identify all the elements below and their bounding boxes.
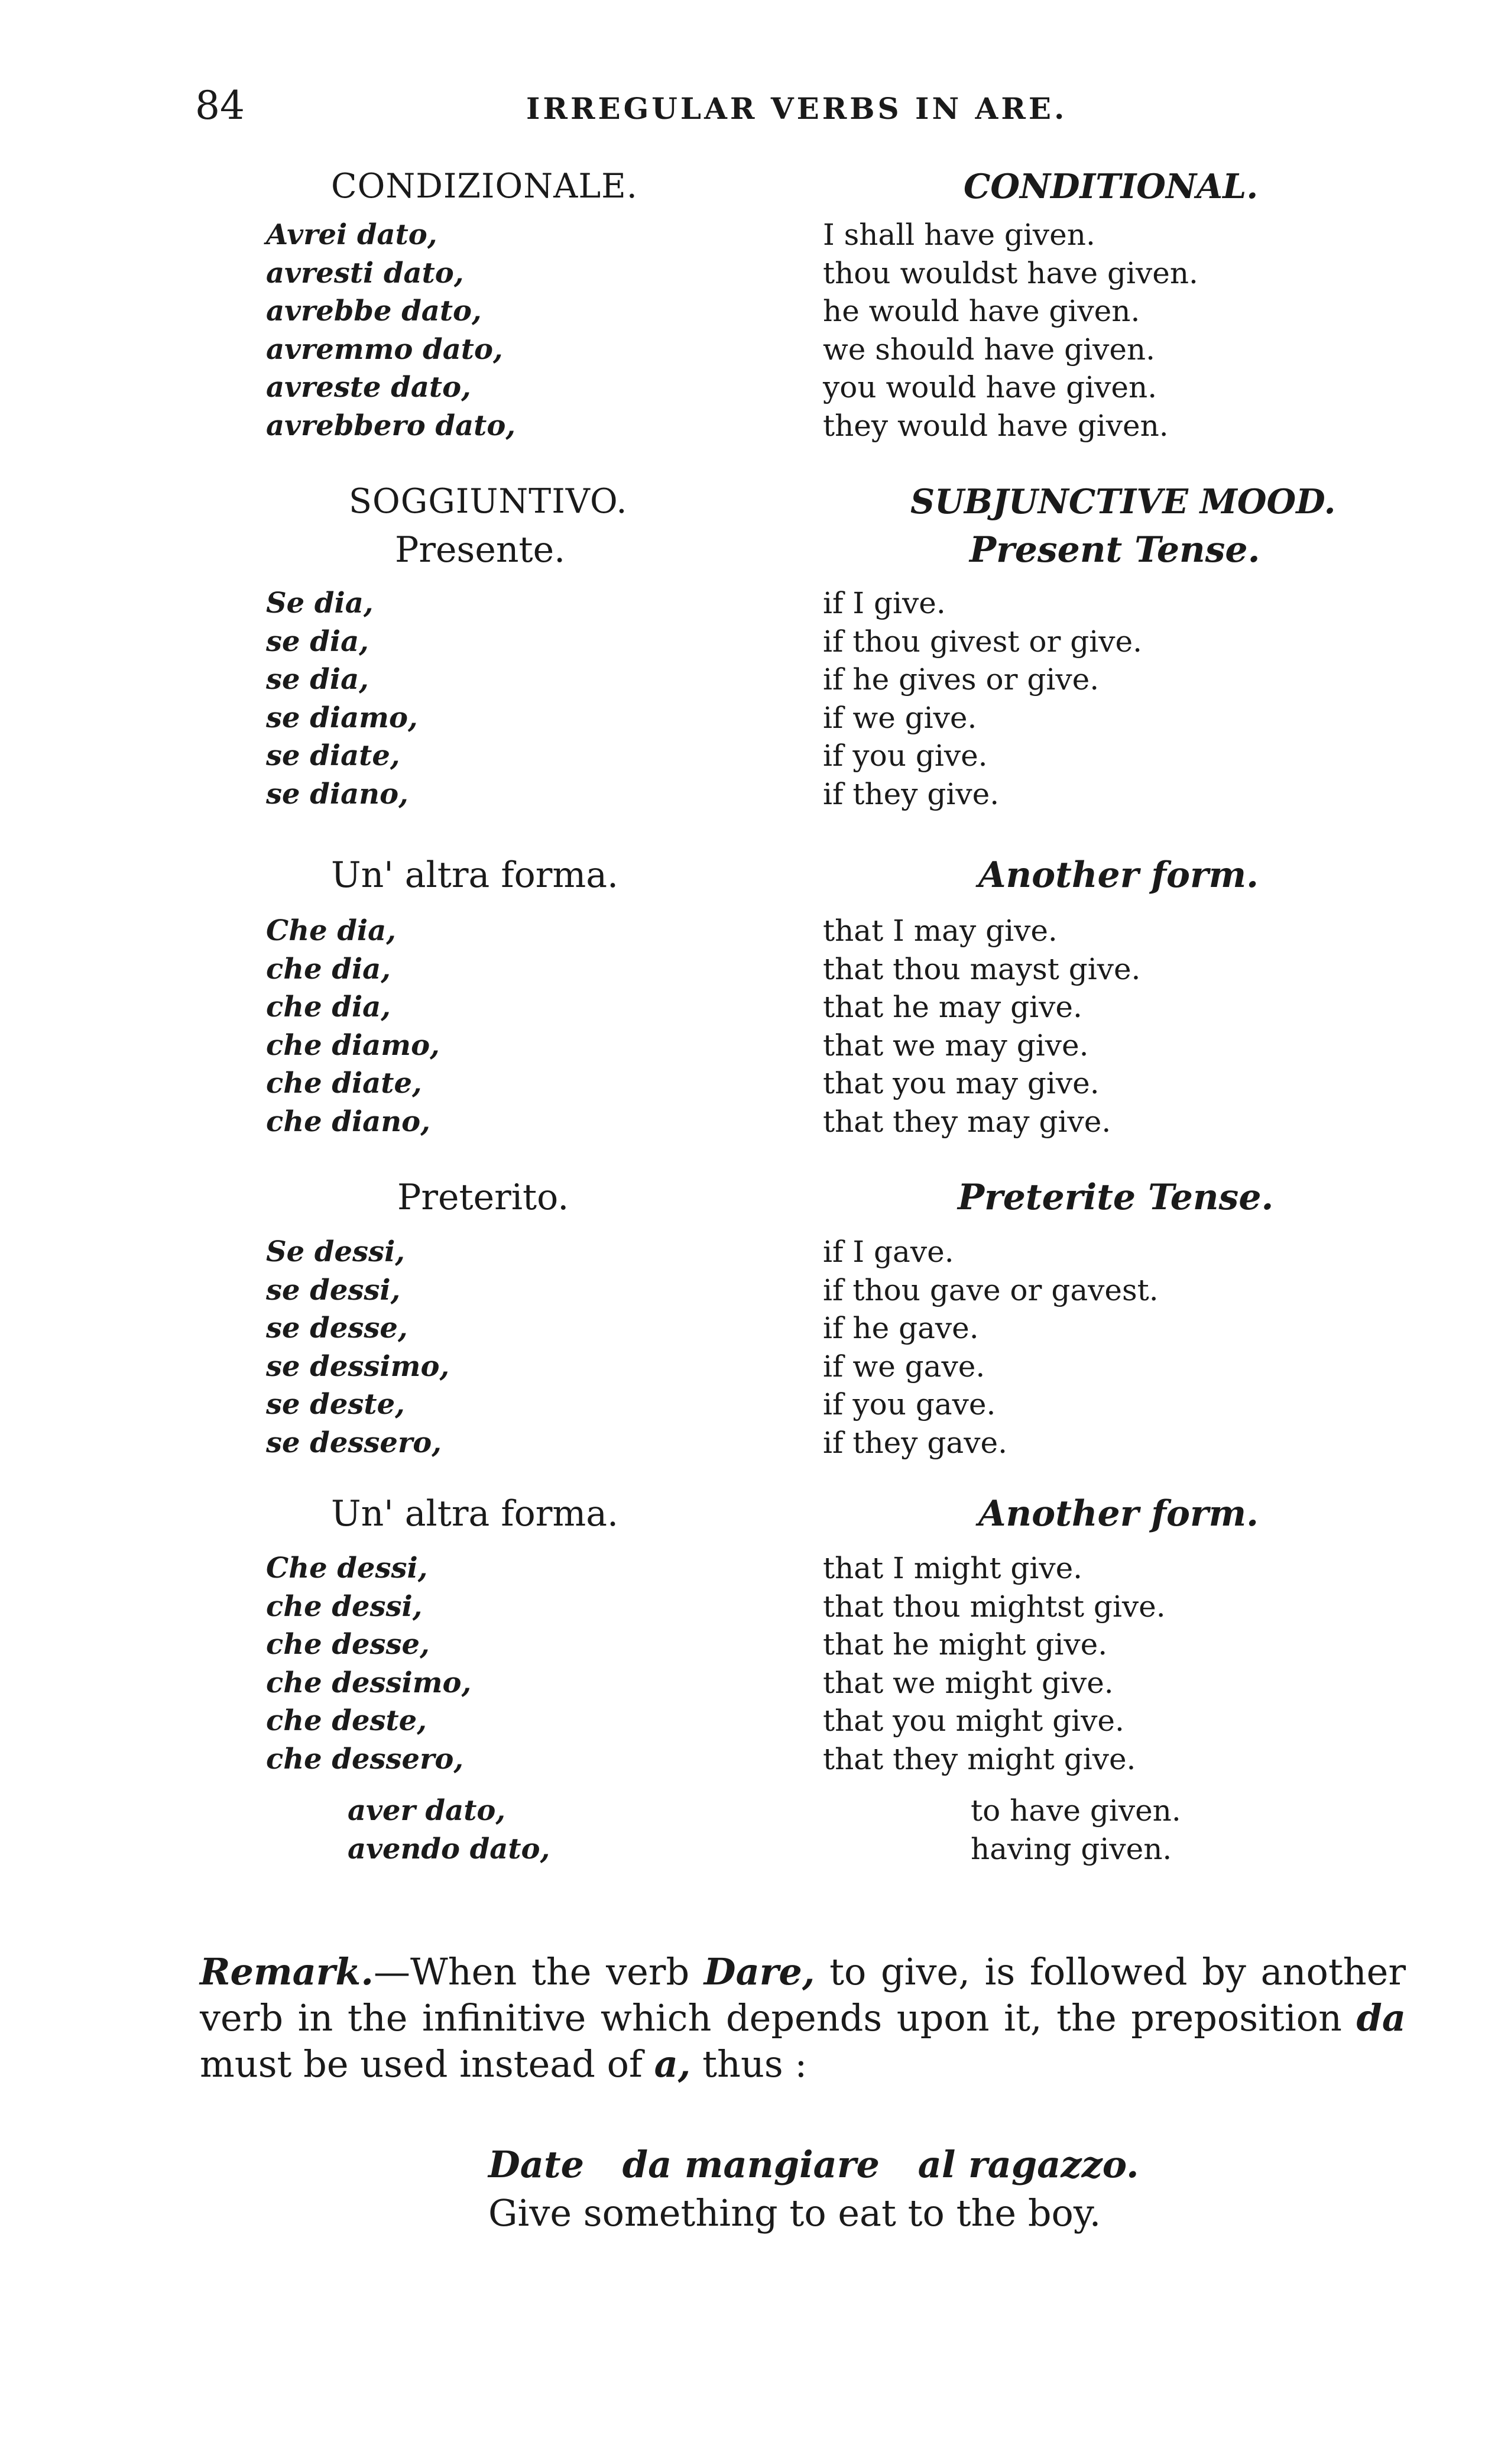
tense-subtitle-right: Present Tense. <box>970 529 1260 571</box>
english-translation: if thou gave or gavest. <box>823 1273 1159 1307</box>
italian-form: se diate, <box>266 739 400 772</box>
english-translation: that you may give. <box>823 1066 1100 1100</box>
english-translations <box>823 584 1142 813</box>
italian-form: aver dato, <box>348 1794 506 1827</box>
english-translation: if you give. <box>823 739 988 773</box>
italian-form: avrebbero dato, <box>266 409 516 442</box>
section-title-left: SOGGIUNTIVO. <box>349 482 628 521</box>
remark-term: da <box>1356 1996 1406 2039</box>
english-translation: if they gave. <box>823 1425 1007 1460</box>
italian-form: Se dessi, <box>266 1235 406 1268</box>
english-translation: if we give. <box>823 700 977 735</box>
italian-form: che dia, <box>266 990 391 1024</box>
english-translation: that he may give. <box>823 990 1082 1024</box>
section-title-right: CONDITIONAL. <box>964 167 1259 206</box>
italian-form: se dessero, <box>266 1426 442 1459</box>
english-translation: that they might give. <box>823 1741 1136 1776</box>
english-translation: having given. <box>971 1831 1172 1866</box>
english-translation: if he gives or give. <box>823 662 1100 697</box>
english-infinitive-forms <box>971 1792 1181 1868</box>
italian-form: se diamo, <box>266 701 418 734</box>
italian-form: che dessero, <box>266 1742 464 1776</box>
italian-forms <box>266 1549 471 1778</box>
italian-form: se dessi, <box>266 1273 401 1307</box>
english-translation: if I gave. <box>823 1235 954 1269</box>
english-translation: thou wouldst have given. <box>823 255 1198 290</box>
italian-form: che dessimo, <box>266 1666 472 1699</box>
italian-form: avremmo dato, <box>266 332 503 366</box>
section-title-left: Un' altra forma. <box>331 854 619 896</box>
page-number: 84 <box>195 83 245 128</box>
italian-forms <box>266 216 515 445</box>
italian-form: avrebbe dato, <box>266 294 482 328</box>
italian-form: che dia, <box>266 952 391 986</box>
english-translation: that they may give. <box>823 1104 1111 1139</box>
italian-form: Che dessi, <box>266 1552 428 1585</box>
italian-form: che desse, <box>266 1628 430 1661</box>
english-translation: you would have given. <box>823 370 1157 404</box>
italian-form: avendo dato, <box>348 1832 550 1866</box>
remark-term: a, <box>654 2042 691 2086</box>
english-translation: they would have given. <box>823 408 1169 443</box>
remark-text: to give, is followed by another verb in the infinitive which depends upon it, the preposition <box>200 1950 1406 2039</box>
remark-text: thus : <box>690 2042 808 2086</box>
tense-subtitle-left: Presente. <box>395 529 566 571</box>
english-translation: that we may give. <box>823 1028 1089 1063</box>
italian-form: Che dia, <box>266 914 396 947</box>
example-english: Give something to eat to the boy. <box>488 2191 1101 2235</box>
english-translation: that thou mightst give. <box>823 1589 1166 1624</box>
english-translation: that he might give. <box>823 1627 1108 1662</box>
italian-forms <box>266 584 418 813</box>
remark-paragraph <box>200 1949 1406 2087</box>
english-translations <box>823 1233 1159 1462</box>
english-translations <box>823 216 1198 445</box>
italian-form: se deste, <box>266 1388 405 1421</box>
italian-form: se desse, <box>266 1312 408 1345</box>
remark-text: must be used instead of <box>200 2042 654 2086</box>
english-translation: that you might give. <box>823 1704 1124 1738</box>
english-translation: that I may give. <box>823 914 1058 948</box>
italian-form: se dessimo, <box>266 1349 450 1383</box>
section-title-right: Another form. <box>978 1493 1259 1534</box>
english-translation: that thou mayst give. <box>823 951 1141 986</box>
italian-form: se dia, <box>266 624 369 658</box>
italian-forms <box>266 912 440 1141</box>
running-title: IRREGULAR VERBS IN ARE. <box>526 91 1068 126</box>
italian-form: se diano, <box>266 777 408 811</box>
italian-form: che dessi, <box>266 1589 423 1623</box>
section-title-left: Preterito. <box>397 1177 569 1218</box>
italian-form: che diate, <box>266 1067 422 1100</box>
italian-form: avreste dato, <box>266 371 471 404</box>
section-title-right: Another form. <box>978 854 1259 896</box>
english-translation: if you gave. <box>823 1387 996 1422</box>
italian-form: che diamo, <box>266 1028 440 1062</box>
english-translation: that we might give. <box>823 1665 1114 1700</box>
italian-form: avresti dato, <box>266 256 464 290</box>
italian-form: che diano, <box>266 1105 430 1138</box>
english-translations <box>823 912 1140 1141</box>
english-translation: that I might give. <box>823 1551 1083 1585</box>
english-translations <box>823 1549 1166 1778</box>
italian-form: che deste, <box>266 1704 427 1737</box>
section-title-right: SUBJUNCTIVE MOOD. <box>910 482 1336 522</box>
section-title-right: Preterite Tense. <box>958 1177 1274 1218</box>
example-italian: Date da mangiare al ragazzo. <box>488 2143 1139 2186</box>
italian-form: Se dia, <box>266 587 374 620</box>
remark-label: Remark. <box>200 1950 374 1993</box>
english-translation: if thou givest or give. <box>823 624 1142 659</box>
italian-forms <box>266 1233 449 1462</box>
english-translation: if we gave. <box>823 1349 985 1384</box>
english-translation: to have given. <box>971 1793 1181 1828</box>
english-translation: if he gave. <box>823 1311 979 1345</box>
english-translation: if I give. <box>823 586 946 620</box>
italian-form: se dia, <box>266 663 369 696</box>
section-title-left: CONDIZIONALE. <box>331 167 638 206</box>
english-translation: we should have given. <box>823 332 1156 367</box>
remark-term: Dare, <box>703 1950 815 1993</box>
english-translation: I shall have given. <box>823 218 1095 252</box>
italian-infinitive-forms <box>348 1792 550 1868</box>
english-translation: he would have given. <box>823 294 1140 328</box>
section-title-left: Un' altra forma. <box>331 1493 619 1534</box>
page-header <box>195 83 1398 136</box>
remark-text: —When the verb <box>373 1950 704 1993</box>
italian-form: Avrei dato, <box>266 218 437 251</box>
english-translation: if they give. <box>823 776 1000 811</box>
